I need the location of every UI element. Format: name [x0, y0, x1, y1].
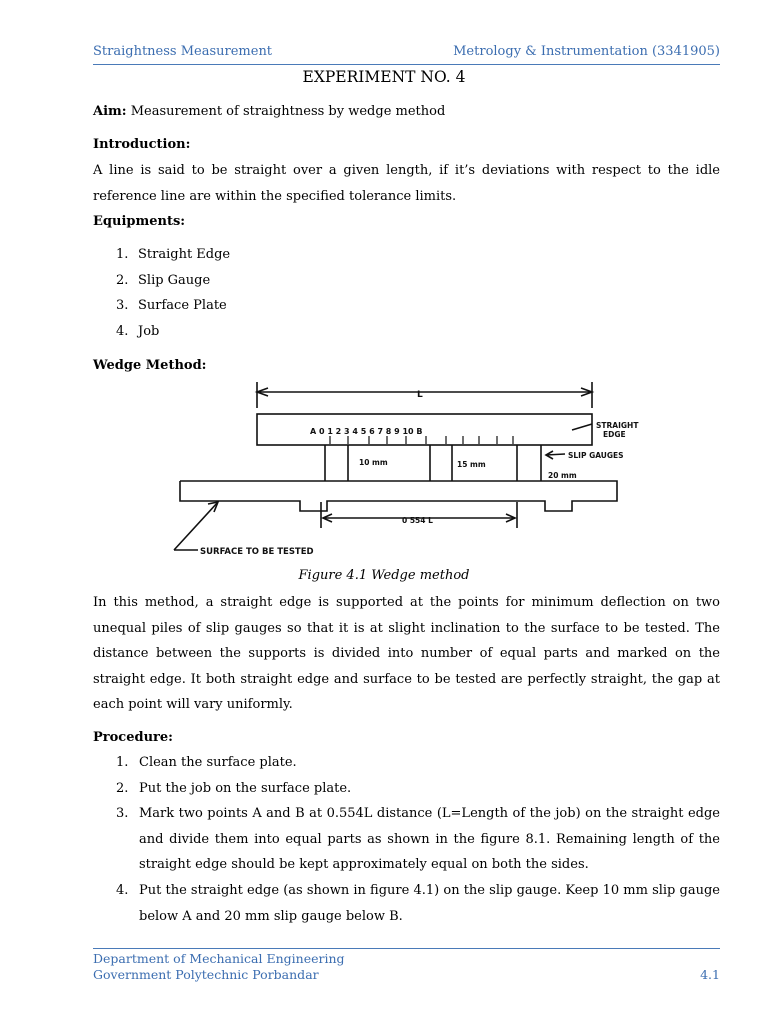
list-item: 2. Put the job on the surface plate.: [116, 780, 352, 796]
equipments-heading: Equipments:: [93, 214, 186, 229]
method-line-4: straight edge. It both straight edge and surface to be tested are perfectly straight, the gap at: [93, 672, 720, 687]
introduction-line-1: A line is said to be straight over a given length, if it’s deviations with respect to the idle: [93, 163, 720, 178]
figure-caption: Figure 4.1 Wedge method: [298, 568, 470, 583]
list-item: 2. Slip Gauge: [116, 272, 211, 288]
list-item: 4. Job: [116, 323, 160, 339]
list-item: 3. Mark two points A and B at 0.554L distance (L=Length of the job) on the straight edge and divide them into equal parts as shown in the figure 8.1. Remaining length of the straight edge should be kept approximately equal on both the sides.: [116, 806, 720, 873]
equipment-list: [116, 242, 230, 344]
page-header: [93, 42, 720, 65]
label-straight-edge: STRAIGHT: [596, 421, 639, 430]
header-left: Straightness Measurement: [93, 44, 273, 59]
footer-institute: Government Polytechnic Porbandar: [93, 967, 319, 982]
aim-line: [93, 99, 720, 125]
label-l: L: [417, 390, 423, 400]
method-line-3: distance between the supports is divided into number of equal parts and marked on the: [93, 646, 720, 661]
introduction-heading: Introduction:: [93, 137, 191, 152]
method-line-1: In this method, a straight edge is supported at the points for minimum deflection on two: [93, 595, 720, 610]
label-surface: SURFACE TO BE TESTED: [200, 547, 314, 557]
page-footer: [93, 948, 720, 983]
label-20mm: 20 mm: [548, 471, 577, 480]
method-line-2: unequal piles of slip gauges so that it is at slight inclination to the surface to be tested. The: [93, 621, 720, 636]
list-item: 4. Put the straight edge (as shown in figure 4.1) on the slip gauge. Keep 10 mm slip gauge below A and 20 mm slip gauge below B.: [116, 882, 720, 924]
label-15mm: 15 mm: [457, 460, 486, 469]
aim-text: Measurement of straightness by wedge method: [126, 104, 446, 119]
wedge-diagram: [160, 378, 660, 570]
experiment-title: EXPERIMENT NO. 4: [302, 68, 466, 86]
label-slip-gauges: SLIP GAUGES: [568, 451, 624, 460]
label-10mm: 10 mm: [359, 458, 388, 467]
label-straight-edge-2: EDGE: [603, 430, 626, 439]
procedure-list: [116, 750, 720, 929]
procedure-heading: Procedure:: [93, 730, 173, 745]
list-item: 3. Surface Plate: [116, 298, 227, 314]
list-item: 1. Clean the surface plate.: [116, 755, 297, 770]
method-line-5: each point will vary uniformly.: [93, 697, 293, 712]
aim-label: Aim:: [93, 104, 127, 119]
introduction-line-2: reference line are within the specified tolerance limits.: [93, 189, 457, 204]
header-right: Metrology & Instrumentation (3341905): [453, 44, 720, 59]
wedge-method-heading: Wedge Method:: [93, 358, 207, 373]
scale-marks: A 0 1 2 3 4 5 6 7 8 9 10 B: [310, 427, 423, 436]
label-span: 0 554 L: [402, 516, 433, 525]
list-item: 1. Straight Edge: [116, 247, 231, 262]
footer-department: Department of Mechanical Engineering: [93, 951, 345, 966]
wedge-method-figure: [160, 378, 660, 570]
page-number: 4.1: [700, 967, 720, 982]
